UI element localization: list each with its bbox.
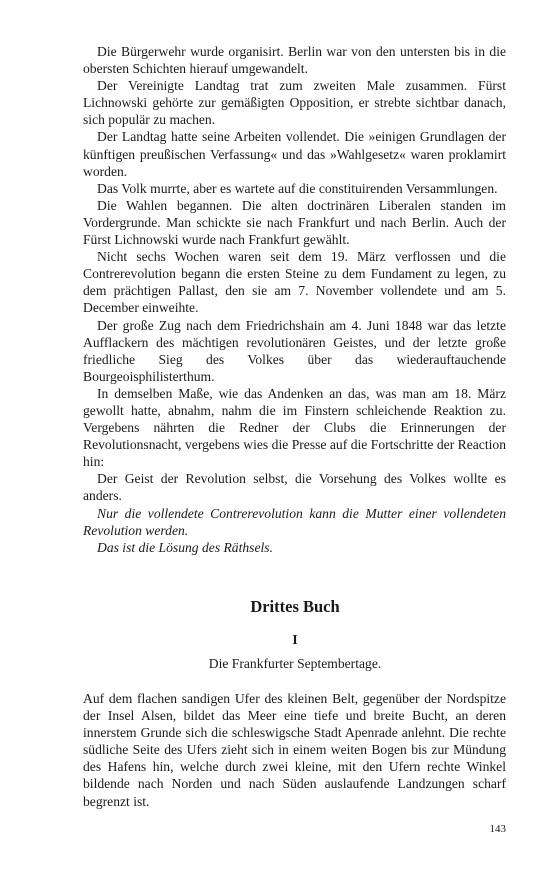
italic-paragraph: Nur die vollendete Contrerevolution kann die Mutter einer vollendeten Revolution werden. <box>83 505 506 538</box>
paragraph: Die Wahlen begannen. Die alten doctrinären Liberalen standen im Vordergrunde. Man schickte sie nach Frankfurt und nach Berlin. Auch der Fürst Lichnowski wurde nach Frankfurt gewählt. <box>83 197 506 248</box>
paragraph: Auf dem flachen sandigen Ufer des kleinen Belt, gegenüber der Nordspitze der Insel Alsen, bildet das Meer eine tiefe und breite Bucht, an deren innerstem Grunde sich die schleswigsche Stadt Apenrade anlehnt. Die rechte südliche Seite des Ufers zieht sich in einem weiten Bogen bis zur Mündung des Hafens hin, welche durch zwei kleine, mit den Ufern rechte Winkel bildende nach Norden und nach Süden auslaufende Landzungen scharf begrenzt ist. <box>83 691 506 809</box>
paragraph: Das Volk murrte, aber es wartete auf die constituirenden Versammlungen. <box>97 180 498 196</box>
italic-paragraph: Das ist die Lösung des Räthsels. <box>97 539 273 555</box>
section-title: Die Frankfurter Septembertage. <box>208 656 382 671</box>
paragraph: Die Bürgerwehr wurde organisirt. Berlin war von den untersten bis in die obersten Schichten hierauf umgewandelt. <box>83 44 506 77</box>
paragraph: Der Geist der Revolution selbst, die Vorsehung des Volkes wollte es anders. <box>83 471 506 504</box>
main-text <box>83 43 506 556</box>
paragraph: Der Vereinigte Landtag trat zum zweiten Male zusammen. Fürst Lichnowski gehörte zur gemäßigten Opposition, er strebte sichtbar danach, sich populär zu machen. <box>83 78 506 128</box>
chapter-text <box>83 690 506 810</box>
chapter-number: I <box>292 632 298 647</box>
chapter-title: Drittes Buch <box>250 597 340 616</box>
paragraph: Der Landtag hatte seine Arbeiten vollendet. Die »einigen Grundlagen der künftigen preußischen Verfassung« und das »Wahlgesetz« waren proklamirt worden. <box>83 129 506 179</box>
page-number: 143 <box>489 823 506 835</box>
paragraph: In demselben Maße, wie das Andenken an das, was man am 18. März gewollt hatte, abnahm, nahm die im Finstern schleichende Reaktion zu. Vergebens nährten die Redner der Clubs die Erinnerungen der Revolutionsnacht, vergebens wies die Presse auf die Fortschritte der Reaction hin: <box>83 385 506 470</box>
paragraph: Der große Zug nach dem Friedrichshain am 4. Juni 1848 war das letzte Aufflackern des mächtigen revolutionären Geistes, und der letzte große friedliche Sieg des Volkes über das wiederauftauchende Bourgeoisphilisterthum. <box>83 317 506 384</box>
paragraph: Nicht sechs Wochen waren seit dem 19. März verflossen und die Contrerevolution begann die ersten Steine zu dem Fundament zu legen, zu dem prächtigen Pallast, den sie am 7. November vollendete und am 5. December einweihte. <box>83 249 506 316</box>
